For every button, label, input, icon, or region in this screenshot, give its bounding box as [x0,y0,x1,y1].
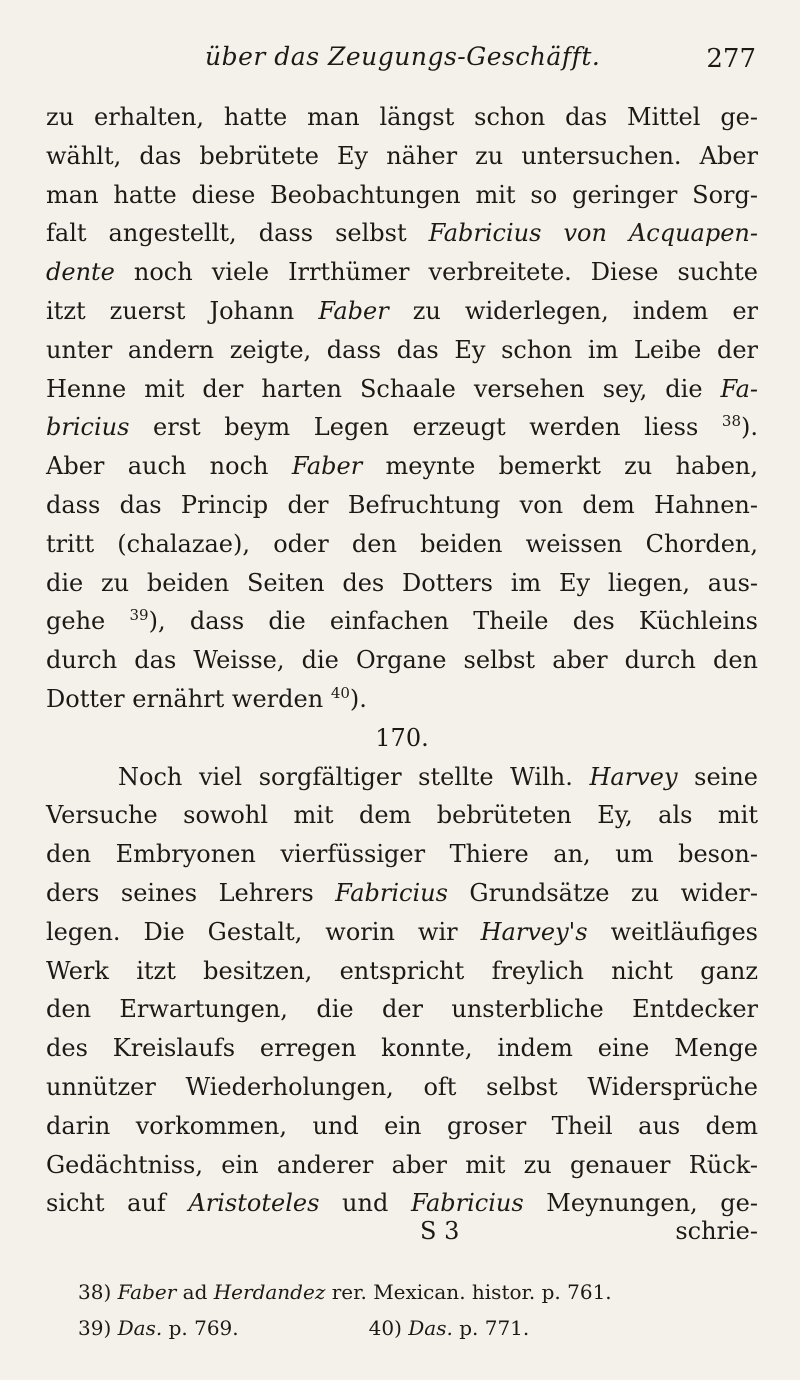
footnote-40: 40) Das. p. 771. [368,1316,530,1340]
footnote-number: 39) [78,1316,112,1340]
footnote-reference-abbrev: Das. [117,1316,163,1340]
text-line: unter andern zeigte, dass das Ey schon im Leibe der [46,335,758,364]
footnote-author: Herdandez [213,1280,326,1304]
text-line: darin vorkommen, und ein groser Theil aus dem [46,1111,758,1140]
text-line: legen. Die Gestalt, worin wir Harvey's weitläufiges [46,917,758,946]
person-name: Aristoteles [188,1189,320,1218]
person-name: Harvey's [480,917,588,946]
footnote-39: 39) Das. p. 769. [78,1316,239,1340]
footnotes [78,1274,768,1346]
text-line: die zu beiden Seiten des Dotters im Ey liegen, aus- [46,568,758,597]
text-line: den Erwartungen, die der unsterbliche Entdecker [46,995,758,1024]
text-line: itzt zuerst Johann Faber zu widerlegen, indem er [46,296,758,325]
running-title: über das Zeugungs-Geschäfft. [205,42,601,71]
text-line: dass das Princip der Befruchtung von dem Hahnen- [46,490,758,519]
text-line: dente noch viele Irrthümer verbreitete. Diese suchte [46,258,758,287]
text-line: ders seines Lehrers Fabricius Grundsätze zu wider- [46,878,758,907]
person-name: Harvey [589,762,678,791]
person-name: Fabricius von Acquapen- [428,219,759,248]
footnote-number: 40) [368,1316,402,1340]
text-line: Henne mit der harten Schaale versehen sey, die Fa- [46,374,758,403]
footnote-reference: 40 [330,683,350,702]
footnote-reference: 38 [721,412,741,431]
person-name: Fabricius [335,878,448,907]
text-line: gehe $^{39}$), dass die einfachen Theile des Küchleins [46,606,759,636]
footnote-reference: 39 [129,606,149,625]
text-line: des Kreislaufs erregen konnte, indem eine Menge [46,1034,758,1063]
footnote-reference-abbrev: Das. [408,1316,453,1340]
text-line: durch das Weisse, die Organe selbst aber durch den [46,646,758,675]
signature-mark: S 3 [420,1217,460,1245]
footnote-author: Faber [117,1280,177,1304]
text-line: Noch viel sorgfältiger stellte Wilh. Harvey seine [118,762,758,791]
text-line: man hatte diese Beobachtungen mit so geringer Sorg- [46,180,758,209]
text-line: den Embryonen vierfüssiger Thiere an, um beson- [46,840,758,869]
text-line: Aber auch noch Faber meynte bemerkt zu haben, [46,452,759,481]
text-line: Gedächtniss, ein anderer aber mit zu genauer Rück- [46,1150,758,1179]
text-line: Versuche sowohl mit dem bebrüteten Ey, als mit [46,801,758,830]
text-line: bricius erst beym Legen erzeugt werden liess $^{38}$). [46,412,758,442]
text-line: Dotter ernährt werden $^{40}$). [46,683,367,713]
person-name: Fabricius [410,1189,524,1218]
page-number: 277 [706,44,756,74]
text-line: sicht auf Aristoteles und Fabricius Meynungen, ge- [46,1189,758,1218]
person-name: Fa- [720,374,758,403]
person-name: Faber [291,452,363,481]
body-text [46,98,758,1223]
person-name: Faber [318,296,389,325]
text-line: wählt, das bebrütete Ey näher zu untersuchen. Aber [46,141,758,170]
text-line: zu erhalten, hatte man längst schon das Mittel ge- [46,103,758,131]
person-name: dente [46,258,115,287]
text-line: Werk itzt besitzen, entspricht freylich nicht ganz [46,956,758,985]
footnote-number: 38) [78,1280,112,1304]
person-name: bricius [46,413,130,442]
catchword: schrie- [675,1217,758,1245]
text-line: unnützer Wiederholungen, oft selbst Widersprüche [46,1072,758,1101]
running-head [0,42,800,82]
footnote-38: 38) Faber ad Herdandez rer. Mexican. histor. p. 761. [78,1280,612,1304]
text-line: tritt (chalazae), oder den beiden weissen Chorden, [46,529,758,558]
section-number: 170. [375,723,429,752]
signature-line [46,1217,758,1255]
text-line: falt angestellt, dass selbst Fabricius von Acquapen- [46,219,759,248]
footnote-row [78,1310,768,1346]
